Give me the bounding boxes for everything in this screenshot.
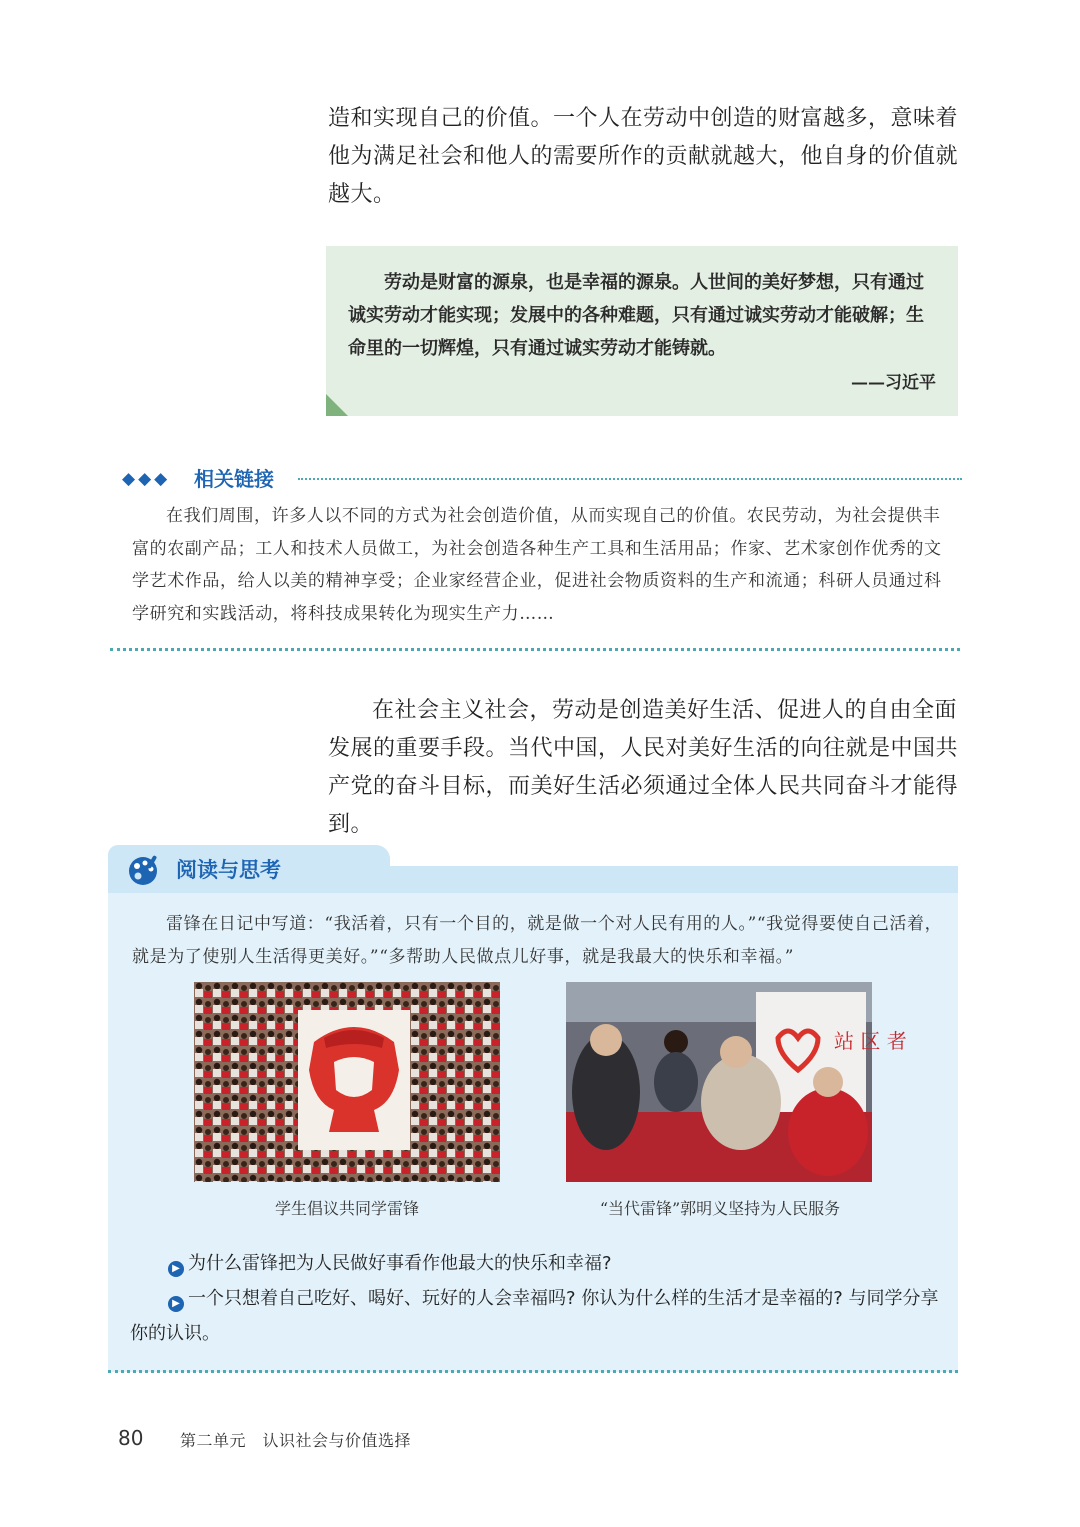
question-text: 一个只想着自己吃好、喝好、玩好的人会幸福吗? 你认为什么样的生活才是幸福的? 与同学分享你的认识。 [130,1288,939,1344]
arrow-bullet-icon: ▶ [168,1296,184,1312]
quote-author: ——习近平 [851,373,936,393]
thinking-questions [130,1246,944,1351]
palette-icon [126,853,162,887]
quote-box [326,246,958,416]
photo-caption: 学生倡议共同学雷锋 [274,1199,419,1218]
reading-text: 雷锋在日记中写道：“我活着，只有一个目的，就是做一个对人民有用的人。”“我觉得要使自己活着，就是为了使别人生活得更美好。”“多帮助人民做点儿好事，就是我最大的快乐和幸福。” [132,914,943,967]
diamond-icon: ◆◆◆ [122,469,171,489]
photo-guo-mingyi [566,982,907,1182]
body-paragraph-top [328,100,960,214]
question-item [130,1281,944,1351]
arrow-bullet-icon: ▶ [168,1261,184,1277]
question-text: 为什么雷锋把为人民做好事看作他最大的快乐和幸福? [188,1253,612,1274]
dotted-divider [110,648,960,651]
photo-students-lei-feng [194,982,500,1182]
paragraph-text: 在社会主义社会，劳动是创造美好生活、促进人的自由全面发展的重要手段。当代中国，人民对美好生活的向往就是中国共产党的奋斗目标，而美好生活必须通过全体人民共同奋斗才能得到。 [328,698,959,837]
reading-body [132,908,944,974]
page-number: 80 [118,1426,144,1450]
related-link-header [122,466,962,492]
related-link-title: 相关链接 [194,467,274,491]
related-link-text: 在我们周围，许多人以不同的方式为社会创造价值，从而实现自己的价值。农民劳动，为社会提供丰富的农副产品；工人和技术人员做工，为社会创造各种生产工具和生活用品；作家、艺术家创作优秀的文学艺术作品，给人以美的精神享受；企业家经营企业，促进社会物质资料的生产和流通；科研人员通过科学研究和实践活动，将科技成果转化为现实生产力…… [132,506,942,624]
banner-text: 站 区 者 [834,1029,907,1053]
body-paragraph-middle [328,692,960,844]
reading-section-title: 阅读与思考 [176,858,281,882]
dotted-divider [108,1370,958,1373]
unit-title: 第二单元 认识社会与价值选择 [180,1431,412,1450]
quote-corner-decoration [326,394,348,416]
question-item [130,1246,944,1281]
paragraph-text: 造和实现自己的价值。一个人在劳动中创造的财富越多，意味着他为满足社会和他人的需要所作的贡献就越大，他自身的价值就越大。 [328,106,959,207]
quote-text: 劳动是财富的源泉，也是幸福的源泉。人世间的美好梦想，只有通过诚实劳动才能实现；发展中的各种难题，只有通过诚实劳动才能破解；生命里的一切辉煌，只有通过诚实劳动才能铸就。 [348,272,924,359]
dotted-divider [298,478,962,480]
photo-caption: “当代雷锋”郭明义坚持为人民服务 [599,1199,841,1218]
related-link-body [132,500,944,630]
